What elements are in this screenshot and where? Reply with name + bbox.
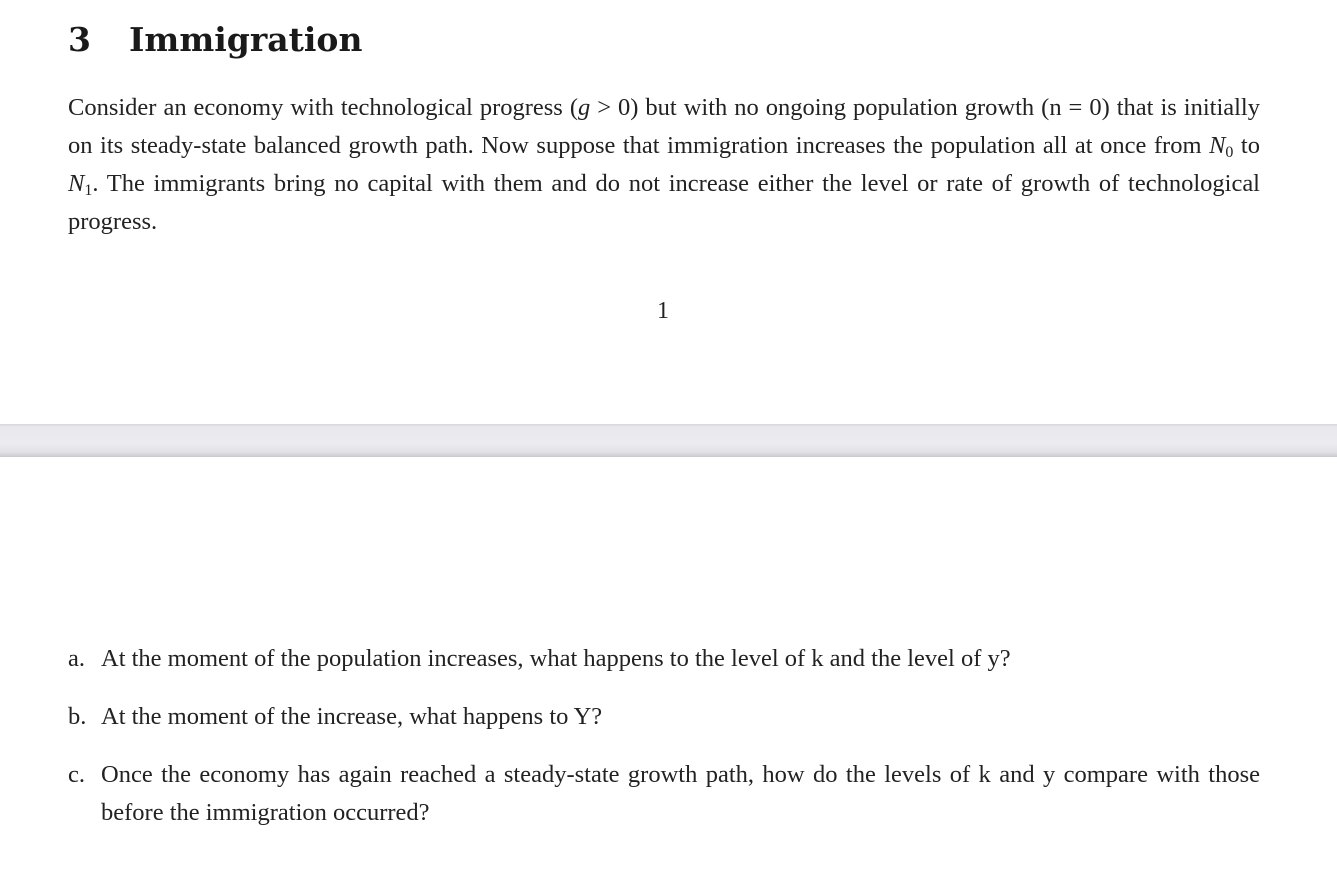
page-number: 1 bbox=[657, 298, 669, 324]
question-text: Once the economy has again reached a steady-state growth path, how do the levels of k and y compare with those before the immigration occurred? bbox=[101, 761, 1260, 826]
question-a bbox=[68, 640, 1260, 678]
math-n0-subscript: 0 bbox=[1225, 144, 1234, 161]
question-c bbox=[68, 756, 1260, 832]
section-title: Immigration bbox=[129, 20, 363, 59]
math-n1-base: N bbox=[68, 170, 85, 197]
section-heading bbox=[68, 18, 362, 62]
question-marker: a. bbox=[68, 645, 85, 672]
question-list bbox=[68, 640, 1260, 852]
question-marker: c. bbox=[68, 761, 85, 788]
math-n0 bbox=[1209, 132, 1233, 159]
math-g: g bbox=[577, 94, 591, 121]
intro-text-1: Consider an economy with technological progress ( bbox=[68, 94, 578, 121]
intro-paragraph bbox=[68, 89, 1260, 241]
intro-text-4: . The immigrants bring no capital with them and do not increase either the level or rate of growth of technological progress. bbox=[68, 170, 1260, 235]
question-marker: b. bbox=[68, 703, 87, 730]
math-n1 bbox=[68, 170, 92, 197]
math-n1-subscript: 1 bbox=[84, 182, 93, 199]
section-number: 3 bbox=[68, 20, 91, 59]
document-page-1 bbox=[0, 0, 1337, 424]
question-b bbox=[68, 698, 1260, 736]
math-n0-base: N bbox=[1209, 132, 1226, 159]
intro-text-3: to bbox=[1233, 132, 1260, 159]
intro-text-2: > 0) but with no ongoing population growth (n = 0) that is initially on its steady-state balanced growth path. Now suppose that immigration increases the population all at once from bbox=[68, 94, 1260, 159]
question-text: At the moment of the population increases, what happens to the level of k and the level of y? bbox=[101, 645, 1011, 672]
question-text: At the moment of the increase, what happens to Y? bbox=[101, 703, 603, 730]
page-separator bbox=[0, 424, 1337, 457]
